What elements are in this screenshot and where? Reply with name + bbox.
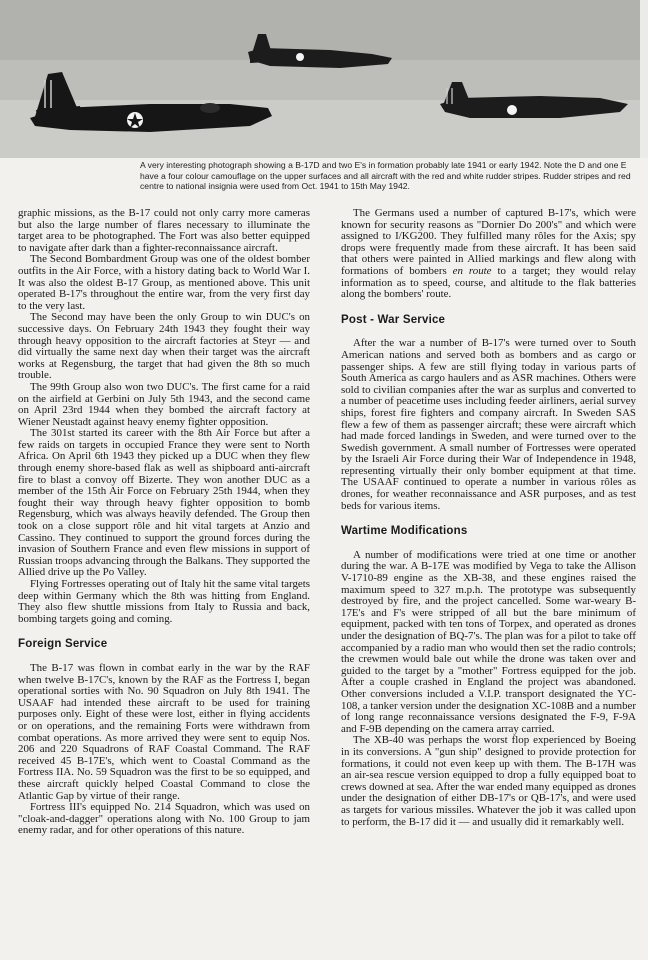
aircraft-formation-photo xyxy=(0,0,648,158)
paragraph: After the war a number of B-17's were turned over to South American nations and served both as bombers and as cargo or passenger ships. A few are still flying today in various parts of South America as cargo haulers and as ASR machines. Others were sold to civilian companies after the war as surplus and converted to a number of peacetime uses including feeder airliners, aerial survey ships, forest fire fighters and company aircraft. In Sweden SAS flew a few of them as passenger aircraft; these were aircraft which had made forced landings in Sweden, and were turned over to the Swedish government. A small number of Fortresses were operated by the Israeli Air Force during their War of Independence in 1948, representing virtually their only bomber equipment at that time. The USAAF continued to operate a number in various rôles as drones, for weather reconnaissance and ASR purposes, and as test beds for various items. xyxy=(341,337,636,512)
italic-text: en route xyxy=(452,264,492,277)
b17-formation-illustration xyxy=(0,0,648,158)
paragraph: The Second may have been the only Group to win DUC's on successive days. On February 24th 1943 they fought their way through heavy opposition to the aircraft factories at Steyr — and did virtually the same next day when their target was the aircraft works at Regensburg, the target that had given the 8th so much trouble. xyxy=(18,311,310,382)
photo-caption: A very interesting photograph showing a B-17D and two E's in formation probably late 1941 or early 1942. Note the D and one E have a four colour camouflage on the upper surfaces and all aircraft with the red and white rudder stripes. Rudder stripes and red centre to national insignia were used from Oct. 1941 to 15th May 1942. xyxy=(140,160,631,191)
section-heading-foreign-service: Foreign Service xyxy=(18,638,108,651)
section-heading-post-war-service: Post - War Service xyxy=(341,313,446,326)
paragraph xyxy=(341,208,636,301)
paragraph: The XB-40 was perhaps the worst flop experienced by Boeing in its conversions. A "gun ship" designed to provide protection for formations, it could not even keep up with them. The B-17H was an air-sea rescue version equipped to drop a fully equipped boat to crews downed at sea. After the war ended many equipped as drones under the designation of either DB-17's or QB-17's, and were used as targets for various missiles. Whatever the job it was called upon to perform, the B-17 did it — and usually did it remarkably well. xyxy=(341,734,636,828)
paragraph-text: to a target; they would relay information as to speed, course, and altitude to the flak batteries along the bombers' route. xyxy=(341,264,636,301)
paragraph: The 301st started its career with the 8th Air Force but after a few raids on targets in occupied France they were sent to North Africa. On April 6th 1943 they picked up a DUC when they flew through enemy shore-based flak as well as shipboard anti-aircraft fire to blast a convoy off Bizerte. They won another DUC as a member of the 15th Air Force on February 25th 1944, when they fought their way through heavy fighter opposition to bomb Regensburg, which was always heavily defended. The Group then took on a close support rôle and hit vital targets at Anzio and Cassino. They continued to support the ground forces during the invasion of Southern France and even flew missions in support of Russian troops advancing through the Balkans. They supported the Allied drive up the Po Valley. xyxy=(18,427,310,579)
left-text-column xyxy=(18,208,310,837)
right-text-column xyxy=(341,208,636,828)
paragraph: The B-17 was flown in combat early in the war by the RAF when twelve B-17C's, known by the RAF as the Fortress I, began operational sorties with No. 90 Squadron on July 8th 1941. The USAAF had intended these aircraft to be used for training purposes only. Eight of these were lost, either in flying accidents or on operations, and the remaining Forts were withdrawn from combat operations. As more arrived they were sent to equip Nos. 206 and 220 Squadrons of RAF Coastal Command. The RAF received 45 B-17E's, which went to Coastal Command as the Fortress IIA. No. 59 Squadron was the first to be so equipped, and these aircraft quickly helped Coastal Command to close the Atlantic Gap by virtue of their range. xyxy=(18,661,310,802)
paragraph: The Second Bombardment Group was one of the oldest bomber outfits in the Air Force, with a history dating back to World War I. It was also the oldest B-17 Group, as mentioned above. This unit operated B-17's throughout the entire war, from the very first day to the very last. xyxy=(18,253,310,312)
paragraph: A number of modifications were tried at one time or another during the war. A B-17E was modified by Vega to take the Allison V-1710-89 engine as the XB-38, and these engines raised the maximum speed to 327 m.p.h. The prototype was subsequently destroyed by fire, and the project cancelled. Some war-weary B-17E's and F's were stripped of all but the bare minimum of equipment, packed with ten tons of Torpex, and operated as drones under the designation of BQ-7's. The plan was for a pilot to take off accompanied by a radio man who would then set the radio controls; the crewmen would bale out while the drone was taken over and guided to the target by a "mother" Fortress equipped for the job. After a couple crashed in England the project was abandoned. Other conversions included a V.I.P. transport designated the YC-108, a tanker version under the designation XC-108B and a number of long range reconnaissance versions designated the F-9, F-9A and F-9B depending on the camera array carried. xyxy=(341,548,636,735)
section-heading-wartime-modifications: Wartime Modifications xyxy=(341,525,468,538)
paragraph: Flying Fortresses operating out of Italy hit the same vital targets deep within Germany which the 8th was hitting from England. They also flew shuttle missions from Italy to Russia and back, bombing targets going and coming. xyxy=(18,578,310,625)
paragraph: graphic missions, as the B-17 could not only carry more cameras but also the large number of flares necessary to illuminate the target area to be photographed. The Fort was also better equipped to navigate after dark than a fighter-reconnaissance aircraft. xyxy=(18,207,310,254)
paragraph: Fortress III's equipped No. 214 Squadron, which was used on "cloak-and-dagger" operations along with No. 100 Group to jam enemy radar, and for other operations of this nature. xyxy=(18,801,310,837)
paragraph: The 99th Group also won two DUC's. The first came for a raid on the airfield at Gerbini on July 5th 1943, and the second came on April 23rd 1944 when they bombed the aircraft factory at Wiener Neustadt against heavy enemy fighter opposition. xyxy=(18,380,310,428)
paragraph-text: The Germans used a number of captured B-17's, which were known for security reasons as "Dornier Do 200's" and which were assigned to I/KG200. They fulfilled many rôles for the Axis; spy drops were frequently made from these aircraft. It has been said that others were painted in Allied markings and flew along with formations of bombers xyxy=(341,207,636,277)
